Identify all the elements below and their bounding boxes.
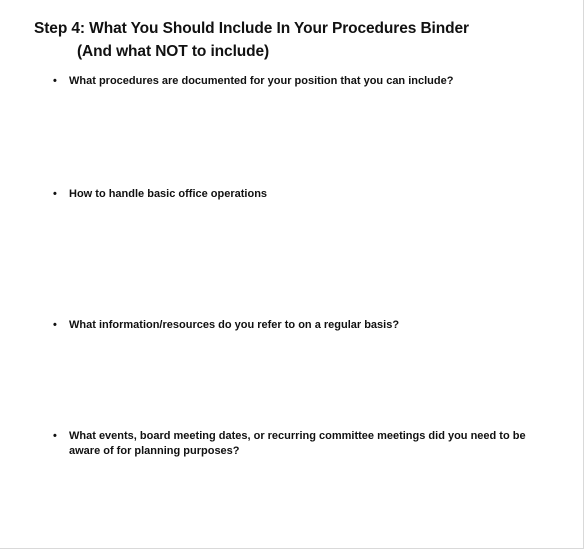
bullet-icon: • <box>53 319 57 331</box>
page-title: Step 4: What You Should Include In Your Procedures Binder <box>34 20 469 37</box>
question-list-item <box>53 429 543 459</box>
question-list-item <box>53 74 553 89</box>
question-text: What procedures are documented for your position that you can include? <box>69 75 454 87</box>
question-list-item <box>53 318 553 333</box>
bullet-icon: • <box>53 188 57 200</box>
bullet-icon: • <box>53 430 57 442</box>
question-text: How to handle basic office operations <box>69 188 268 200</box>
question-text: What events, board meeting dates, or recurring committee meetings did you need to be aware of for planning purposes? <box>69 430 526 457</box>
question-list-item <box>53 187 553 202</box>
page-subtitle: (And what NOT to include) <box>77 43 270 60</box>
bullet-icon: • <box>53 75 57 87</box>
question-text: What information/resources do you refer to on a regular basis? <box>69 319 400 331</box>
